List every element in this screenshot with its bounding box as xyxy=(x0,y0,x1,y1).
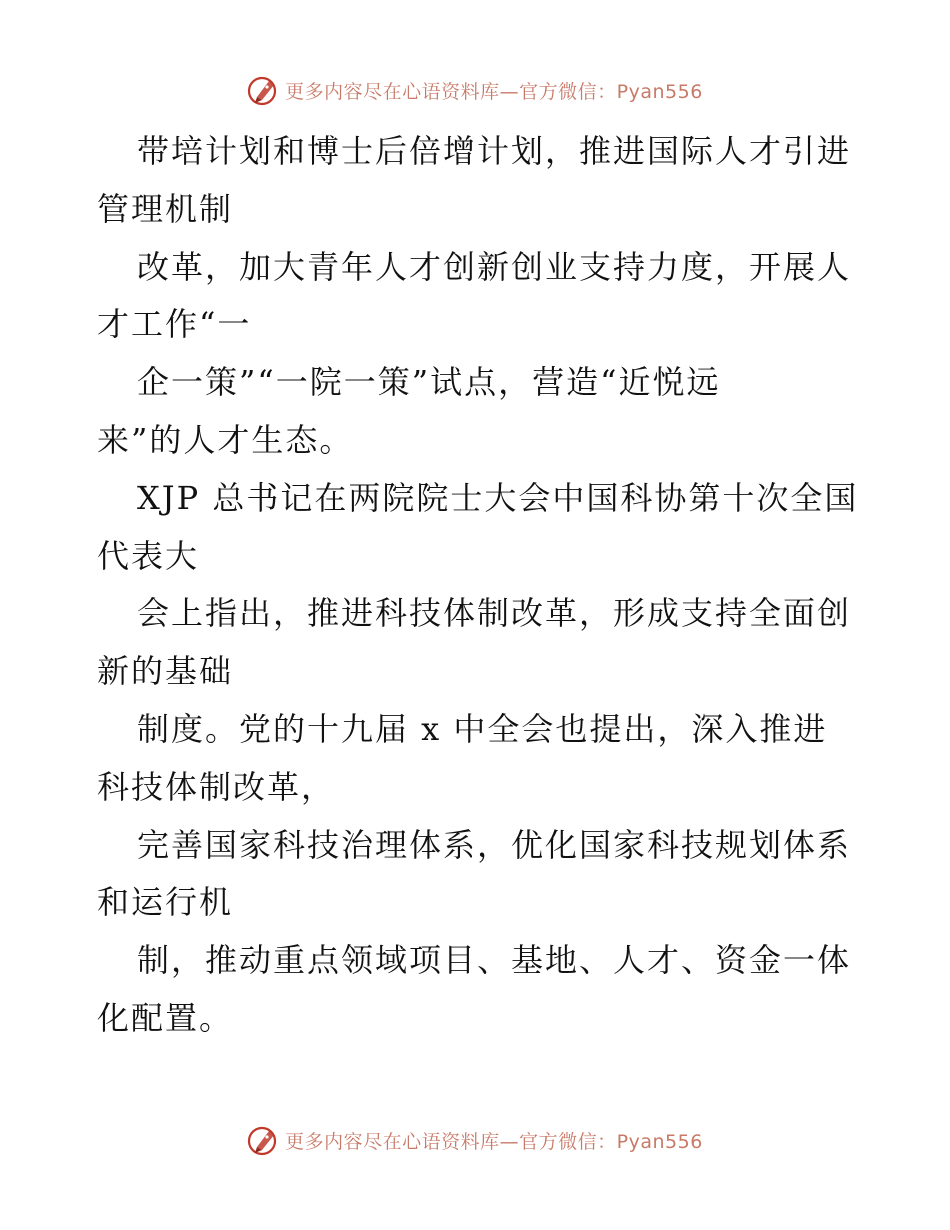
footer-watermark xyxy=(0,1120,950,1160)
text-line: 科技体制改革， xyxy=(97,767,336,806)
text-line: 新的基础 xyxy=(97,652,234,691)
text-line: 企一策”“一院一策”试点，营造“近悦远 xyxy=(137,363,721,402)
text-line: 制，推动重点领域项目、基地、人才、资金一体 xyxy=(137,941,852,980)
text-line: XJP 总书记在两院院士大会中国科协第十次全国 xyxy=(137,478,859,517)
text-line: 完善国家科技治理体系，优化国家科技规划体系 xyxy=(137,825,852,864)
text-line: 来”的人才生态。 xyxy=(97,420,354,459)
text-line: 才工作“一 xyxy=(97,305,252,344)
text-line: 改革，加大青年人才创新创业支持力度，开展人 xyxy=(137,247,852,286)
pen-nib-logo-icon xyxy=(247,1123,281,1157)
text-line: 管理机制 xyxy=(97,189,234,228)
text-line: 代表大 xyxy=(97,536,200,575)
text-line: 制度。党的十九届 x 中全会也提出，深入推进 xyxy=(137,709,828,748)
pen-nib-logo-icon xyxy=(247,73,281,107)
document-body xyxy=(97,123,857,1048)
header-watermark xyxy=(0,70,950,110)
text-line: 带培计划和博士后倍增计划，推进国际人才引进 xyxy=(137,132,852,170)
text-line: 和运行机 xyxy=(97,883,234,922)
text-line: 化配置。 xyxy=(97,998,234,1037)
watermark-text: 更多内容尽在心语资料库—官方微信：Pyan556 xyxy=(285,1130,703,1153)
watermark-text: 更多内容尽在心语资料库—官方微信：Pyan556 xyxy=(285,80,703,103)
text-line: 会上指出，推进科技体制改革，形成支持全面创 xyxy=(137,594,852,633)
